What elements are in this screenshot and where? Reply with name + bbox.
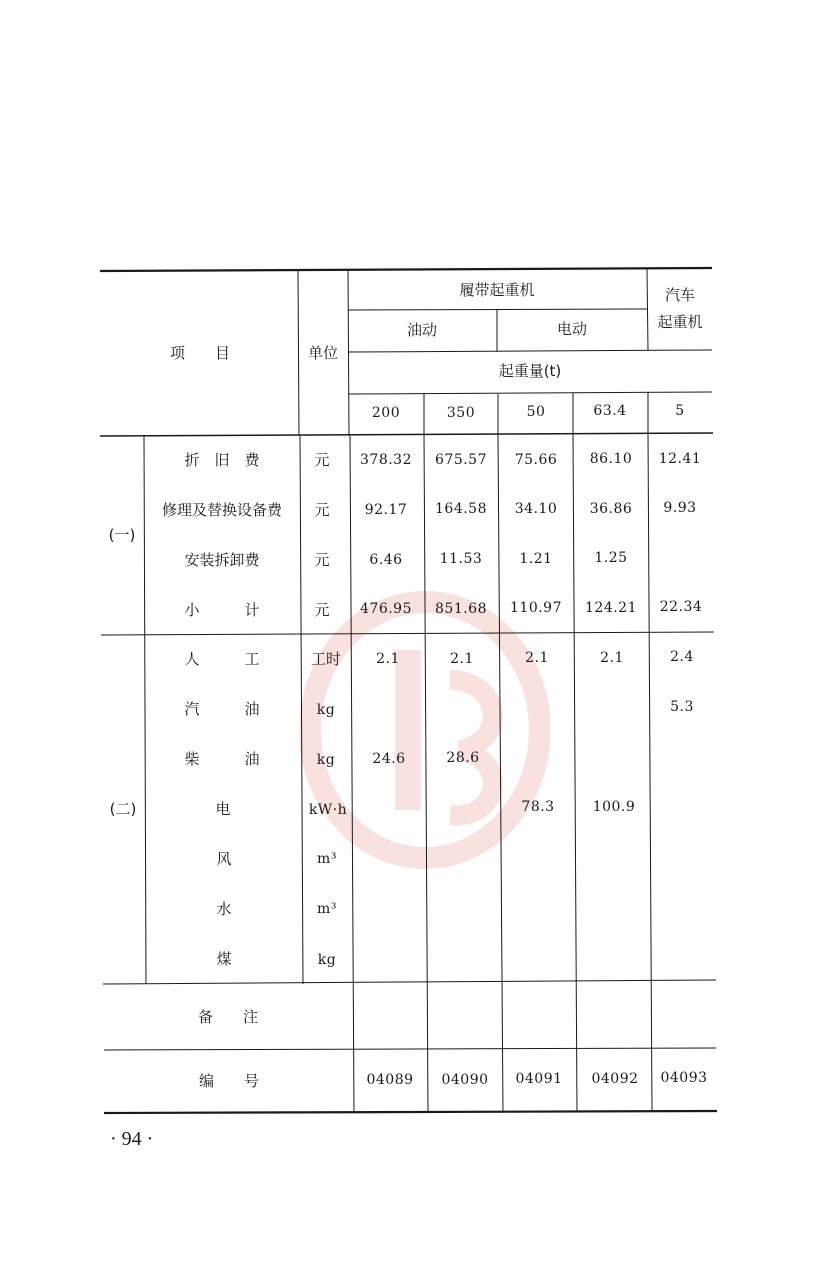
cell-value: 851.68 bbox=[435, 601, 487, 617]
code-value: 04092 bbox=[591, 1071, 639, 1087]
row-unit: kg bbox=[317, 952, 337, 968]
row-unit: kg bbox=[316, 752, 336, 768]
row-unit: kW·h bbox=[308, 802, 348, 818]
header-crawler-crane: 履带起重机 bbox=[459, 281, 535, 299]
header-truck-crane-line2: 起重机 bbox=[657, 313, 703, 331]
cell-value: 378.32 bbox=[360, 452, 412, 468]
header-unit-label: 单位 bbox=[307, 344, 339, 362]
row-unit: m³ bbox=[317, 901, 337, 917]
row-unit: 元 bbox=[314, 551, 330, 569]
header-capacity-label: 起重量(t) bbox=[498, 362, 562, 380]
row-item: 水 bbox=[216, 900, 232, 918]
cell-value: 110.97 bbox=[510, 600, 562, 616]
row-item: 修理及替换设备费 bbox=[161, 501, 283, 519]
cell-value: 2.1 bbox=[525, 650, 549, 666]
cell-value: 1.25 bbox=[594, 550, 628, 566]
row-item: 电 bbox=[215, 800, 231, 818]
cell-value: 164.58 bbox=[435, 501, 487, 517]
cell-value: 124.21 bbox=[585, 600, 637, 616]
cell-value: 86.10 bbox=[589, 451, 633, 467]
row-item: 煤 bbox=[216, 950, 232, 968]
header-oil-driven: 油动 bbox=[406, 321, 438, 339]
capacity-5: 5 bbox=[675, 403, 685, 419]
capacity-50: 50 bbox=[526, 404, 546, 420]
cell-value: 675.57 bbox=[435, 452, 487, 468]
page-number: · 94 · bbox=[110, 1128, 154, 1150]
row-unit: m³ bbox=[317, 851, 337, 867]
section2-label: (二) bbox=[109, 800, 137, 818]
cell-value: 5.3 bbox=[670, 699, 694, 715]
cell-value: 34.10 bbox=[514, 501, 558, 517]
cell-value: 75.66 bbox=[514, 452, 558, 468]
row-item: 安装拆卸费 bbox=[184, 551, 260, 569]
row-item: 小 计 bbox=[184, 601, 260, 619]
cell-value: 6.46 bbox=[369, 552, 403, 568]
cell-value: 1.21 bbox=[519, 551, 553, 567]
cell-value: 28.6 bbox=[446, 750, 480, 766]
header-electric-driven: 电动 bbox=[556, 320, 588, 338]
cell-value: 476.95 bbox=[360, 601, 412, 617]
section1-label: (一) bbox=[108, 526, 136, 544]
row-unit: 元 bbox=[314, 601, 330, 619]
header-item-label: 项 目 bbox=[169, 344, 231, 362]
cell-value: 11.53 bbox=[439, 551, 483, 567]
remarks-label: 备 注 bbox=[197, 1008, 259, 1026]
capacity-63-4: 63.4 bbox=[593, 403, 627, 419]
cell-value: 12.41 bbox=[658, 451, 702, 467]
cell-value: 24.6 bbox=[372, 751, 406, 767]
cell-value: 22.34 bbox=[659, 599, 703, 615]
code-value: 04089 bbox=[366, 1072, 414, 1088]
cell-value: 2.1 bbox=[450, 651, 474, 667]
row-item: 折 旧 费 bbox=[184, 451, 260, 469]
capacity-350: 350 bbox=[446, 405, 476, 421]
cell-value: 100.9 bbox=[592, 799, 636, 815]
cell-value: 9.93 bbox=[663, 500, 697, 516]
cell-value: 2.4 bbox=[670, 649, 694, 665]
code-value: 04093 bbox=[660, 1070, 708, 1086]
capacity-200: 200 bbox=[371, 405, 401, 421]
row-unit: kg bbox=[316, 702, 336, 718]
code-value: 04091 bbox=[515, 1071, 563, 1087]
cell-value: 92.17 bbox=[364, 502, 408, 518]
row-unit: 工时 bbox=[310, 650, 342, 668]
codes-label: 编 号 bbox=[198, 1072, 260, 1090]
row-item: 柴 油 bbox=[184, 750, 260, 768]
cell-value: 2.1 bbox=[600, 650, 624, 666]
row-item: 人 工 bbox=[184, 650, 260, 668]
row-unit: 元 bbox=[314, 451, 330, 469]
cell-value: 2.1 bbox=[376, 651, 400, 667]
row-item: 风 bbox=[216, 850, 232, 868]
cell-value: 78.3 bbox=[521, 799, 555, 815]
row-unit: 元 bbox=[314, 501, 330, 519]
row-item: 汽 油 bbox=[184, 700, 260, 718]
header-truck-crane-line1: 汽车 bbox=[664, 286, 696, 304]
cell-value: 36.86 bbox=[589, 501, 633, 517]
code-value: 04090 bbox=[441, 1072, 489, 1088]
